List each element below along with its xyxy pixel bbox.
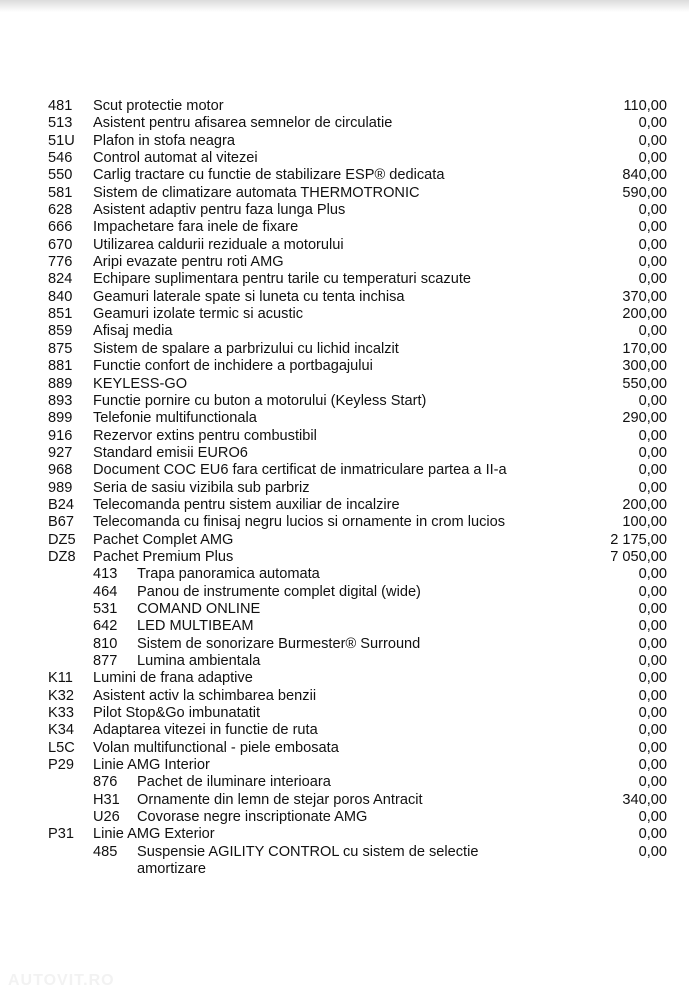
option-code: P31	[48, 826, 74, 843]
option-row	[0, 497, 689, 514]
option-price: 0,00	[638, 774, 667, 791]
option-description: Aripi evazate pentru roti AMG	[93, 254, 284, 271]
sub-option-row	[0, 809, 689, 826]
option-row	[0, 445, 689, 462]
option-price: 0,00	[638, 462, 667, 479]
option-description: COMAND ONLINE	[137, 600, 261, 617]
option-code: K34	[48, 722, 74, 739]
option-description: Adaptarea vitezei in functie de ruta	[93, 722, 318, 739]
option-description: Linie AMG Interior	[93, 757, 210, 774]
option-code: 531	[93, 600, 118, 617]
option-description: Lumini de frana adaptive	[93, 670, 253, 687]
option-price: 0,00	[638, 479, 667, 496]
option-price: 0,00	[638, 670, 667, 687]
option-row	[0, 410, 689, 427]
option-row	[0, 271, 689, 288]
option-description: Asistent adaptiv pentru faza lunga Plus	[93, 202, 346, 219]
option-description: Functie pornire cu buton a motorului (Keyless Start)	[93, 392, 427, 409]
option-code: 859	[48, 323, 73, 340]
option-price: 0,00	[638, 739, 667, 756]
option-description: Document COC EU6 fara certificat de inmatriculare partea a II-a	[93, 462, 507, 479]
option-price: 170,00	[622, 340, 667, 357]
option-price: 0,00	[638, 687, 667, 704]
option-description: Afisaj media	[93, 323, 173, 340]
option-code: 889	[48, 375, 73, 392]
option-code: 810	[93, 635, 118, 652]
option-row	[0, 167, 689, 184]
sub-option-row	[0, 601, 689, 618]
option-price: 340,00	[622, 791, 667, 808]
option-description: Pachet de iluminare interioara	[137, 774, 331, 791]
option-description: Telecomanda cu finisaj negru lucios si ornamente in crom lucios	[93, 514, 506, 531]
option-description: Telecomanda pentru sistem auxiliar de incalzire	[93, 496, 400, 513]
option-code: 881	[48, 358, 73, 375]
option-price: 2 175,00	[610, 531, 667, 548]
options-list	[0, 98, 689, 878]
option-price: 290,00	[622, 410, 667, 427]
option-price: 0,00	[638, 202, 667, 219]
option-row	[0, 428, 689, 445]
option-row	[0, 549, 689, 566]
option-code: 513	[48, 115, 73, 132]
option-price: 100,00	[622, 514, 667, 531]
option-price: 110,00	[623, 98, 667, 114]
option-price: 200,00	[622, 306, 667, 323]
option-row	[0, 219, 689, 236]
option-row	[0, 722, 689, 739]
option-description: Standard emisii EURO6	[93, 444, 248, 461]
option-code: K32	[48, 687, 74, 704]
option-price: 0,00	[638, 600, 667, 617]
option-description: Plafon in stofa neagra	[93, 132, 235, 149]
option-description: Control automat al vitezei	[93, 150, 258, 167]
option-description: Functie confort de inchidere a portbagajului	[93, 358, 373, 375]
option-description: Covorase negre inscriptionate AMG	[137, 809, 368, 826]
option-price: 0,00	[638, 583, 667, 600]
option-code: 666	[48, 219, 73, 236]
option-description: Impachetare fara inele de fixare	[93, 219, 299, 236]
option-price: 0,00	[638, 132, 667, 149]
option-row	[0, 98, 689, 115]
option-row	[0, 358, 689, 375]
option-code: 875	[48, 340, 73, 357]
option-code: 851	[48, 306, 73, 323]
option-description: Scut protectie motor	[93, 98, 224, 114]
option-price: 0,00	[638, 219, 667, 236]
option-code: 876	[93, 774, 118, 791]
option-description: Echipare suplimentara pentru tarile cu temperaturi scazute	[93, 271, 472, 288]
option-price: 0,00	[638, 271, 667, 288]
option-code: K11	[48, 670, 73, 687]
option-code: 581	[48, 184, 73, 201]
top-edge-shadow	[0, 0, 689, 12]
option-row	[0, 670, 689, 687]
option-code: 893	[48, 392, 73, 409]
sub-option-row	[0, 844, 689, 879]
option-row	[0, 254, 689, 271]
option-row	[0, 306, 689, 323]
option-code: 989	[48, 479, 73, 496]
option-code: 485	[93, 843, 118, 860]
option-description: Utilizarea caldurii reziduale a motorului	[93, 236, 344, 253]
option-price: 0,00	[638, 323, 667, 340]
option-row	[0, 514, 689, 531]
option-row	[0, 115, 689, 132]
option-code: 824	[48, 271, 73, 288]
sub-option-row	[0, 566, 689, 583]
option-code: 968	[48, 462, 73, 479]
option-code: 840	[48, 288, 73, 305]
option-row	[0, 532, 689, 549]
option-price: 0,00	[638, 635, 667, 652]
option-code: 464	[93, 583, 118, 600]
option-code: B67	[48, 514, 74, 531]
option-row	[0, 237, 689, 254]
watermark: AUTOVIT.RO	[8, 972, 115, 989]
option-row	[0, 185, 689, 202]
option-price: 0,00	[638, 809, 667, 826]
option-price: 0,00	[638, 653, 667, 669]
option-code: 628	[48, 202, 73, 219]
sub-option-row	[0, 636, 689, 653]
sub-option-row	[0, 653, 689, 670]
sub-option-row	[0, 792, 689, 809]
option-row	[0, 202, 689, 219]
option-code: 51U	[48, 132, 75, 149]
option-code: 670	[48, 236, 73, 253]
option-price: 370,00	[622, 288, 667, 305]
option-price: 0,00	[638, 236, 667, 253]
option-price: 550,00	[622, 375, 667, 392]
option-description: KEYLESS-GO	[93, 375, 188, 392]
option-code: DZ5	[48, 531, 76, 548]
option-code: 642	[93, 618, 118, 635]
option-description: Pachet Premium Plus	[93, 548, 234, 565]
option-code: H31	[93, 791, 120, 808]
option-code: 899	[48, 410, 73, 427]
option-code: 776	[48, 254, 73, 271]
option-code: K33	[48, 705, 74, 722]
option-row	[0, 341, 689, 358]
option-row	[0, 376, 689, 393]
option-code: 413	[93, 566, 118, 583]
option-description: Panou de instrumente complet digital (wide)	[137, 583, 421, 600]
option-description: Sistem de climatizare automata THERMOTRONIC	[93, 184, 420, 201]
sub-option-row	[0, 584, 689, 601]
option-description: Sistem de sonorizare Burmester® Surround	[137, 635, 421, 652]
option-row	[0, 462, 689, 479]
option-row	[0, 393, 689, 410]
option-price: 0,00	[638, 722, 667, 739]
option-description: Linie AMG Exterior	[93, 826, 215, 843]
option-price: 7 050,00	[610, 548, 667, 565]
option-price: 0,00	[638, 115, 667, 132]
option-code: U26	[93, 809, 120, 826]
option-price: 0,00	[638, 392, 667, 409]
option-description: Ornamente din lemn de stejar poros Antracit	[137, 791, 423, 808]
option-price: 0,00	[638, 826, 667, 843]
option-code: 546	[48, 150, 73, 167]
option-price: 0,00	[638, 757, 667, 774]
option-code: P29	[48, 757, 74, 774]
option-description: Carlig tractare cu functie de stabilizare ESP® dedicata	[93, 167, 445, 184]
option-description: LED MULTIBEAM	[137, 618, 254, 635]
option-description: Asistent activ la schimbarea benzii	[93, 687, 317, 704]
option-description: Sistem de spalare a parbrizului cu lichid incalzit	[93, 340, 399, 357]
option-code: 481	[48, 98, 73, 114]
option-description: Suspensie AGILITY CONTROL cu sistem de selectie amortizare	[137, 843, 479, 878]
option-description: Rezervor extins pentru combustibil	[93, 427, 317, 444]
option-code: L5C	[48, 739, 75, 756]
option-price: 0,00	[638, 427, 667, 444]
option-price: 0,00	[638, 254, 667, 271]
option-row	[0, 740, 689, 757]
sub-option-row	[0, 618, 689, 635]
option-row	[0, 757, 689, 774]
option-price: 0,00	[638, 843, 667, 860]
option-price: 0,00	[638, 444, 667, 461]
option-code: 927	[48, 444, 73, 461]
option-row	[0, 133, 689, 150]
option-row	[0, 289, 689, 306]
option-price: 590,00	[622, 184, 667, 201]
option-price: 840,00	[622, 167, 667, 184]
option-description: Pilot Stop&Go imbunatatit	[93, 705, 261, 722]
option-code: DZ8	[48, 548, 76, 565]
option-code: B24	[48, 496, 74, 513]
option-row	[0, 323, 689, 340]
option-price: 0,00	[638, 566, 667, 583]
sub-option-row	[0, 774, 689, 791]
option-description: Trapa panoramica automata	[137, 566, 320, 583]
option-price: 300,00	[622, 358, 667, 375]
option-code: 916	[48, 427, 73, 444]
option-row	[0, 150, 689, 167]
option-price: 200,00	[622, 496, 667, 513]
option-row	[0, 826, 689, 843]
option-code: 877	[93, 653, 118, 669]
option-row	[0, 480, 689, 497]
option-code: 550	[48, 167, 73, 184]
option-description: Lumina ambientala	[137, 653, 261, 669]
option-row	[0, 688, 689, 705]
option-price: 0,00	[638, 705, 667, 722]
option-description: Volan multifunctional - piele embosata	[93, 739, 339, 756]
option-description: Seria de sasiu vizibila sub parbriz	[93, 479, 310, 496]
option-description: Pachet Complet AMG	[93, 531, 234, 548]
option-price: 0,00	[638, 150, 667, 167]
option-price: 0,00	[638, 618, 667, 635]
option-description: Telefonie multifunctionala	[93, 410, 257, 427]
option-description: Geamuri laterale spate si luneta cu tenta inchisa	[93, 288, 405, 305]
option-row	[0, 705, 689, 722]
option-description: Geamuri izolate termic si acustic	[93, 306, 304, 323]
option-description: Asistent pentru afisarea semnelor de circulatie	[93, 115, 393, 132]
